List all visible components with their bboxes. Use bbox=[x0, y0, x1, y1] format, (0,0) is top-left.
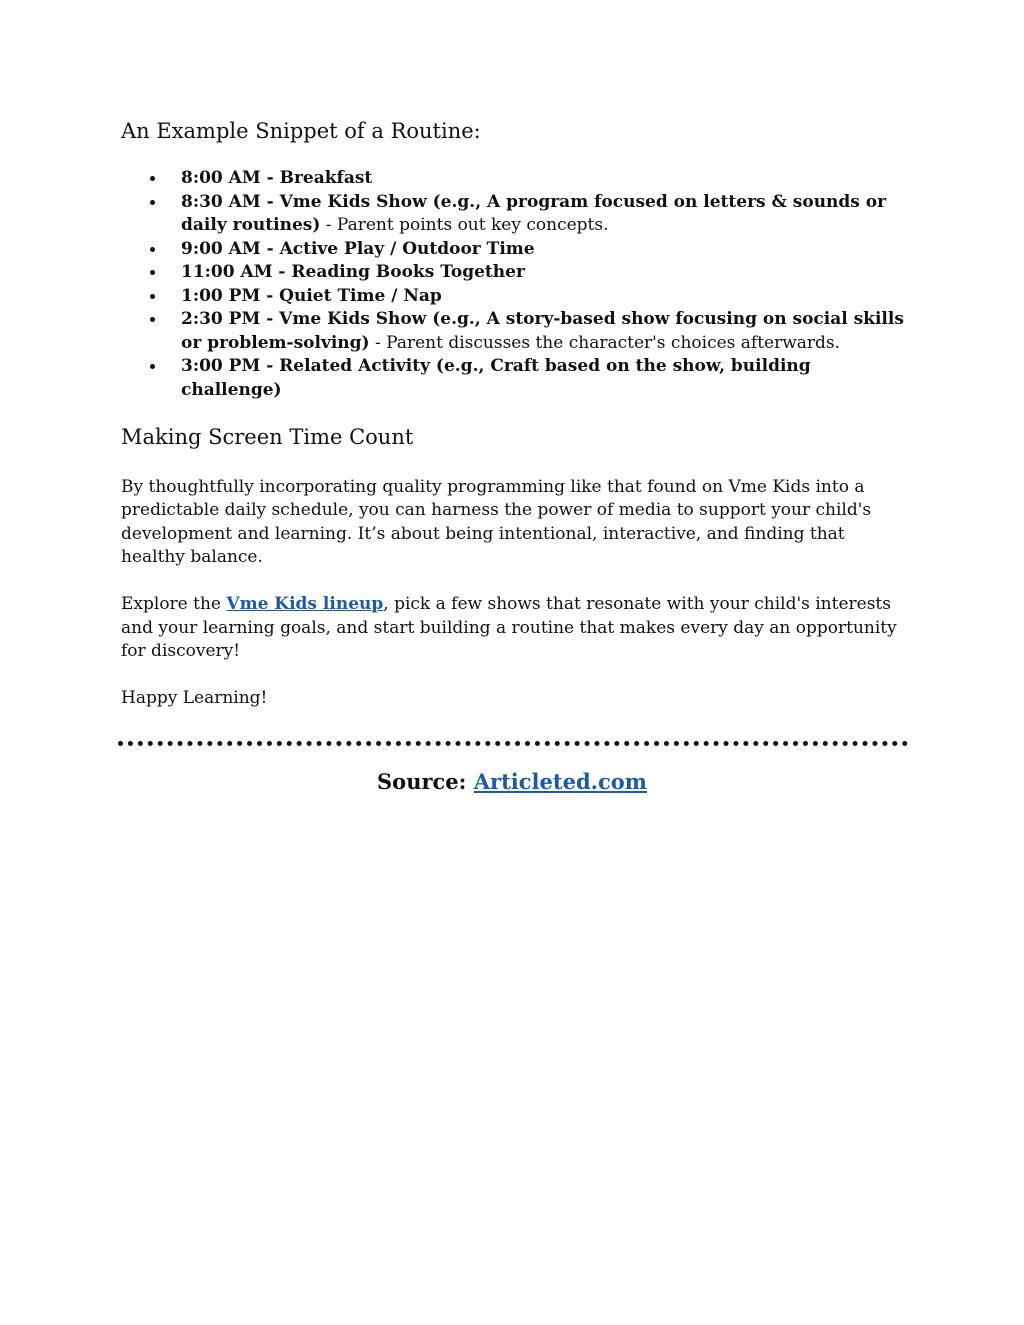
list-item bbox=[121, 261, 911, 285]
dotted-divider bbox=[118, 741, 908, 746]
routine-item-time-activity: 9:00 AM - Active Play / Outdoor Time bbox=[181, 238, 535, 259]
screen-time-heading: Making Screen Time Count bbox=[121, 425, 414, 450]
closing-line: Happy Learning! bbox=[121, 688, 268, 709]
routine-item-time-activity: 3:00 PM - Related Activity (e.g., Craft based on the show, building challenge) bbox=[181, 356, 811, 400]
source-link[interactable]: Articleted.com bbox=[473, 769, 647, 794]
routine-list bbox=[121, 167, 911, 402]
list-item bbox=[121, 308, 911, 355]
explore-paragraph bbox=[121, 593, 911, 664]
routine-item-note: - Parent points out key concepts. bbox=[320, 215, 609, 236]
explore-text-before: Explore the bbox=[121, 594, 227, 615]
routine-item-time-activity: 2:30 PM - Vme Kids Show (e.g., A story-based show focusing on social skills or problem-solving) bbox=[181, 309, 904, 353]
routine-item-note: - Parent discusses the character's choices afterwards. bbox=[369, 332, 841, 353]
list-item bbox=[121, 167, 911, 191]
list-item bbox=[121, 191, 911, 238]
routine-item-time-activity: 8:30 AM - Vme Kids Show (e.g., A program focused on letters & sounds or daily routines) bbox=[181, 191, 887, 236]
list-item bbox=[121, 285, 911, 309]
routine-item-time-activity: 1:00 PM - Quiet Time / Nap bbox=[181, 285, 442, 306]
list-item bbox=[121, 238, 911, 262]
vme-kids-lineup-link[interactable]: Vme Kids lineup bbox=[226, 594, 384, 615]
routine-item-time-activity: 8:00 AM - Breakfast bbox=[181, 168, 373, 189]
article-body bbox=[121, 118, 911, 734]
explore-text-after: , pick a few shows that resonate with your child's interests and your learning goals, and start building a routine that makes every day an opportunity for discovery! bbox=[121, 594, 897, 662]
source-line bbox=[0, 768, 1024, 796]
intro-paragraph: By thoughtfully incorporating quality programming like that found on Vme Kids into a predictable daily schedule, you can harness the power of media to support your child's development and learning. It’s about being intentional, interactive, and finding that healthy balance. bbox=[121, 476, 872, 568]
routine-heading: An Example Snippet of a Routine: bbox=[121, 119, 481, 143]
list-item bbox=[121, 355, 911, 402]
source-label: Source: bbox=[377, 769, 474, 794]
routine-item-time-activity: 11:00 AM - Reading Books Together bbox=[181, 262, 525, 283]
